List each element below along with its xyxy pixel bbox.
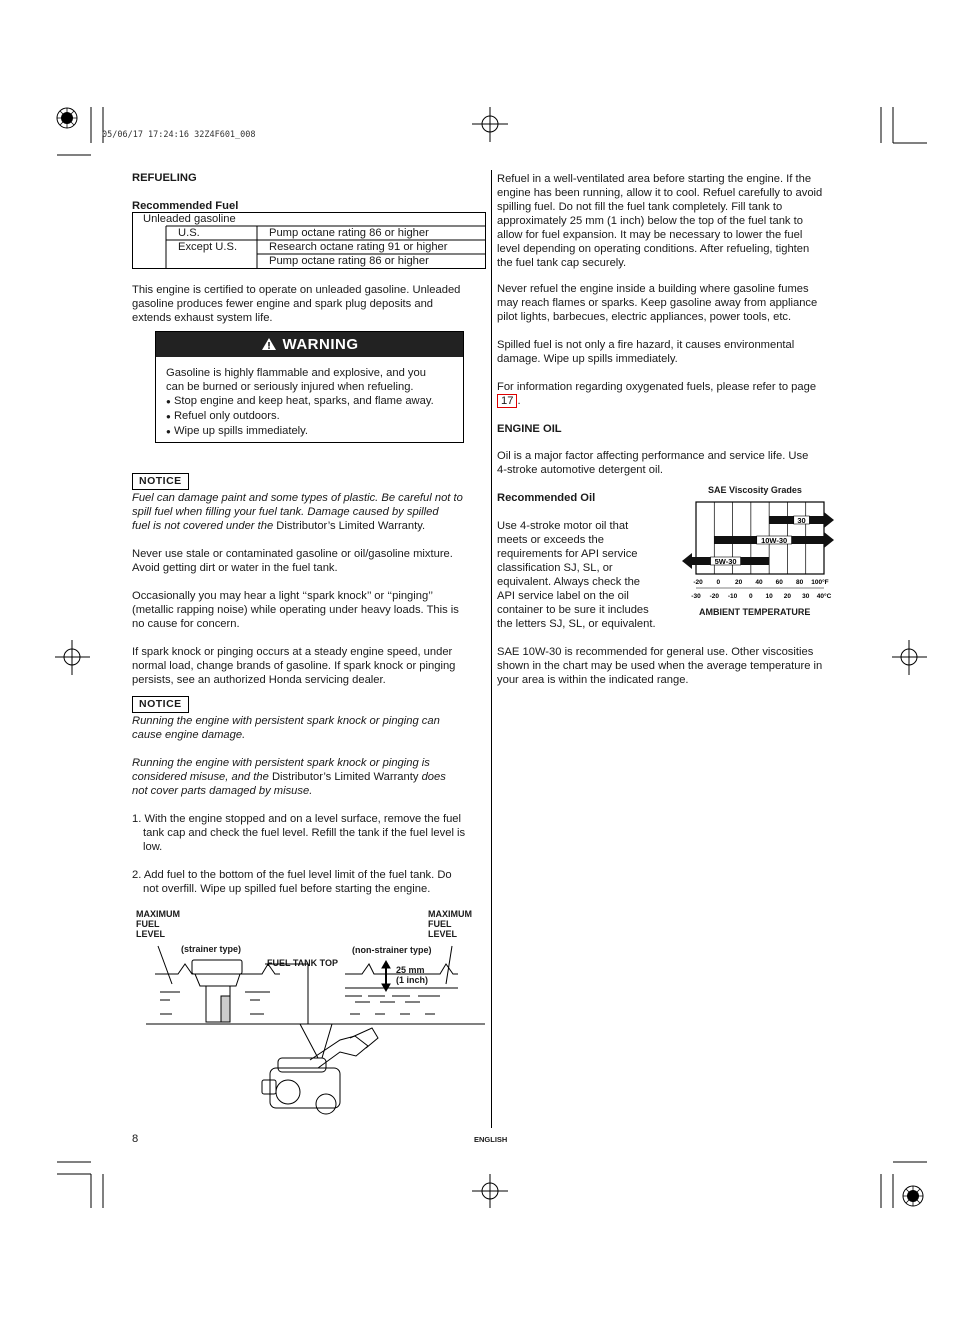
step-2: 2. Add fuel to the bottom of the fuel level limit of the fuel tank. Do not overfill. Wipe up spilled fuel before starting the engine.: [132, 869, 452, 895]
chart-tick-f: 0: [716, 579, 721, 586]
page-number: 8: [132, 1133, 139, 1145]
warning-bullet: ● Stop engine and keep heat, sparks, and flame away.: [166, 395, 434, 407]
warning-bullet: ● Refuel only outdoors.: [166, 410, 280, 422]
viscosity-bar-label: 10W-30: [761, 536, 788, 545]
column-divider: [491, 170, 492, 1128]
print-stamp: 05/06/17 17:24:16 32Z4F601_008: [102, 130, 256, 140]
engine-oil-title: ENGINE OIL: [497, 423, 562, 435]
warning-title: WARNING: [282, 336, 359, 353]
paragraph-4-stroke-oil: Use 4-stroke motor oil that meets or exceeds the requirements for API service classification SJ, SL, or equivalent. Always check the API service label on the oil container to be sure it includes the letters SJ, SL, or equivalent.: [497, 520, 656, 630]
warning-box: [155, 331, 464, 443]
max-fuel-level-left-label: MAXIMUM FUEL LEVEL: [136, 909, 180, 939]
notice-2-text: Running the engine with persistent spark knock or pinging can cause engine damage. Running the engine with persistent spark knock or pinging is considered misuse, and the Distributor’s Limited Warranty does not cover parts damaged by misuse.: [132, 715, 446, 797]
chart-tick-c: -30: [691, 593, 701, 600]
chart-tick-f: 100°F: [811, 579, 829, 586]
paragraph-spilled: Spilled fuel is not only a fire hazard, it causes environmental damage. Wipe up spills immediately.: [497, 339, 795, 365]
registration-target-top-left: [57, 108, 77, 128]
notice-1-text: Fuel can damage paint and some types of plastic. Be careful not to spill fuel when filling your fuel tank. Damage caused by spilled fuel is not covered under the Distributor’s Limited Warranty.: [132, 492, 463, 532]
warning-text-line: can be burned or seriously injured when refueling.: [166, 381, 414, 393]
paragraph-stale-fuel: Never use stale or contaminated gasoline or oil/gasoline mixture. Avoid getting dirt or water in the fuel tank.: [132, 548, 453, 574]
paragraph-spark-knock: Occasionally you may hear a light ‘‘spark knock’’ or ‘‘pinging’’ (metallic rapping noise) while operating under heavy loads. This is no cause for concern.: [132, 590, 459, 630]
fuel-table-spec-us: Pump octane rating 86 or higher: [269, 227, 429, 239]
recommended-oil-title: Recommended Oil: [497, 492, 596, 504]
warning-triangle-icon: [261, 337, 277, 351]
chart-tick-f: 40: [755, 579, 763, 586]
strainer-type-label: (strainer type): [181, 944, 242, 954]
fuel-tank-top-label: FUEL TANK TOP: [267, 958, 339, 968]
chart-tick-f: -20: [693, 579, 703, 586]
notice-label-2: NOTICE: [132, 696, 189, 713]
fuel-table-region-us: U.S.: [178, 227, 200, 239]
chart-tick-c: -10: [727, 593, 738, 600]
registration-target-bottom-right: [903, 1186, 923, 1206]
warning-text-line: Gasoline is highly flammable and explosive, and you: [166, 367, 426, 379]
recommended-fuel-title: Recommended Fuel: [132, 200, 239, 212]
warning-header: [156, 332, 463, 357]
viscosity-chart-xlabel: AMBIENT TEMPERATURE: [699, 607, 811, 617]
fuel-table-spec-except-us-2: Pump octane rating 86 or higher: [269, 255, 429, 267]
paragraph-oil-factor: Oil is a major factor affecting performance and service life. Use 4-stroke automotive detergent oil.: [497, 450, 809, 476]
chart-tick-c: 0: [749, 593, 753, 600]
viscosity-chart-title: SAE Viscosity Grades: [708, 485, 802, 495]
chart-tick-f: 80: [796, 579, 804, 586]
chart-tick-c: 20: [783, 593, 792, 600]
fuel-table-header: Unleaded gasoline: [143, 213, 236, 225]
page-17-link[interactable]: 17: [497, 394, 517, 408]
paragraph-indoors: Never refuel the engine inside a building where gasoline fumes may reach flames or sparks. Keep gasoline away from appliance pilot lights, barbecues, electric appliances, power tools, etc.: [497, 283, 818, 323]
chart-tick-c: -20: [709, 593, 719, 600]
paragraph-unleaded: This engine is certified to operate on unleaded gasoline. Unleaded gasoline produces fewer engine and spark plug deposits and extends exhaust system life.: [132, 284, 461, 324]
max-fuel-level-right-label: MAXIMUM FUEL LEVEL: [428, 909, 472, 939]
section-title-refueling: REFUELING: [132, 172, 197, 184]
chart-tick-c: 40°C: [816, 593, 832, 600]
step-1: 1. With the engine stopped and on a level surface, remove the fuel tank cap and check the fuel level. Refill the tank if the fuel level is low.: [132, 813, 466, 853]
chart-tick-c: 10: [765, 593, 773, 600]
fuel-table-region-except-us: Except U.S.: [178, 241, 238, 253]
fuel-level-illustration: [140, 940, 490, 1130]
chart-tick-c: 30: [802, 593, 810, 600]
viscosity-chart: [676, 498, 846, 606]
fuel-table-spec-except-us-1: Research octane rating 91 or higher: [269, 241, 448, 253]
paragraph-sae-10w30: SAE 10W-30 is recommended for general use. Other viscosities shown in the chart may be used when the average temperature in your area is within the indicated range.: [497, 646, 823, 686]
non-strainer-type-label: (non-strainer type): [352, 945, 432, 955]
paragraph-ventilated: Refuel in a well-ventilated area before starting the engine. If the engine has been running, allow it to cool. Refuel carefully to avoid spilling fuel. Do not fill the fuel tank completely. Fill tank to approximately 25 mm (1 inch) below the top of the fuel tank to allow for fuel expansion. It may be necessary to lower the fuel level depending on operating conditions. After refueling, tighten the fuel tank cap securely.: [497, 173, 823, 269]
viscosity-bar-label: 5W-30: [714, 557, 737, 566]
chart-tick-f: 20: [735, 579, 743, 586]
paragraph-oxygenated: For information regarding oxygenated fuels, please refer to page 17 .: [497, 381, 817, 407]
paragraph-pinging: If spark knock or pinging occurs at a steady engine speed, under normal load, change brands of gasoline. If spark knock or pinging persists, see an authorized Honda servicing dealer.: [132, 646, 456, 686]
chart-tick-f: 60: [775, 579, 783, 586]
warning-bullet: ● Wipe up spills immediately.: [166, 425, 309, 437]
footer-language: ENGLISH: [474, 1135, 508, 1144]
dimension-label: 25 mm (1 inch): [396, 965, 429, 985]
viscosity-bar-label: 30: [797, 516, 806, 525]
notice-label-1: NOTICE: [132, 473, 189, 490]
